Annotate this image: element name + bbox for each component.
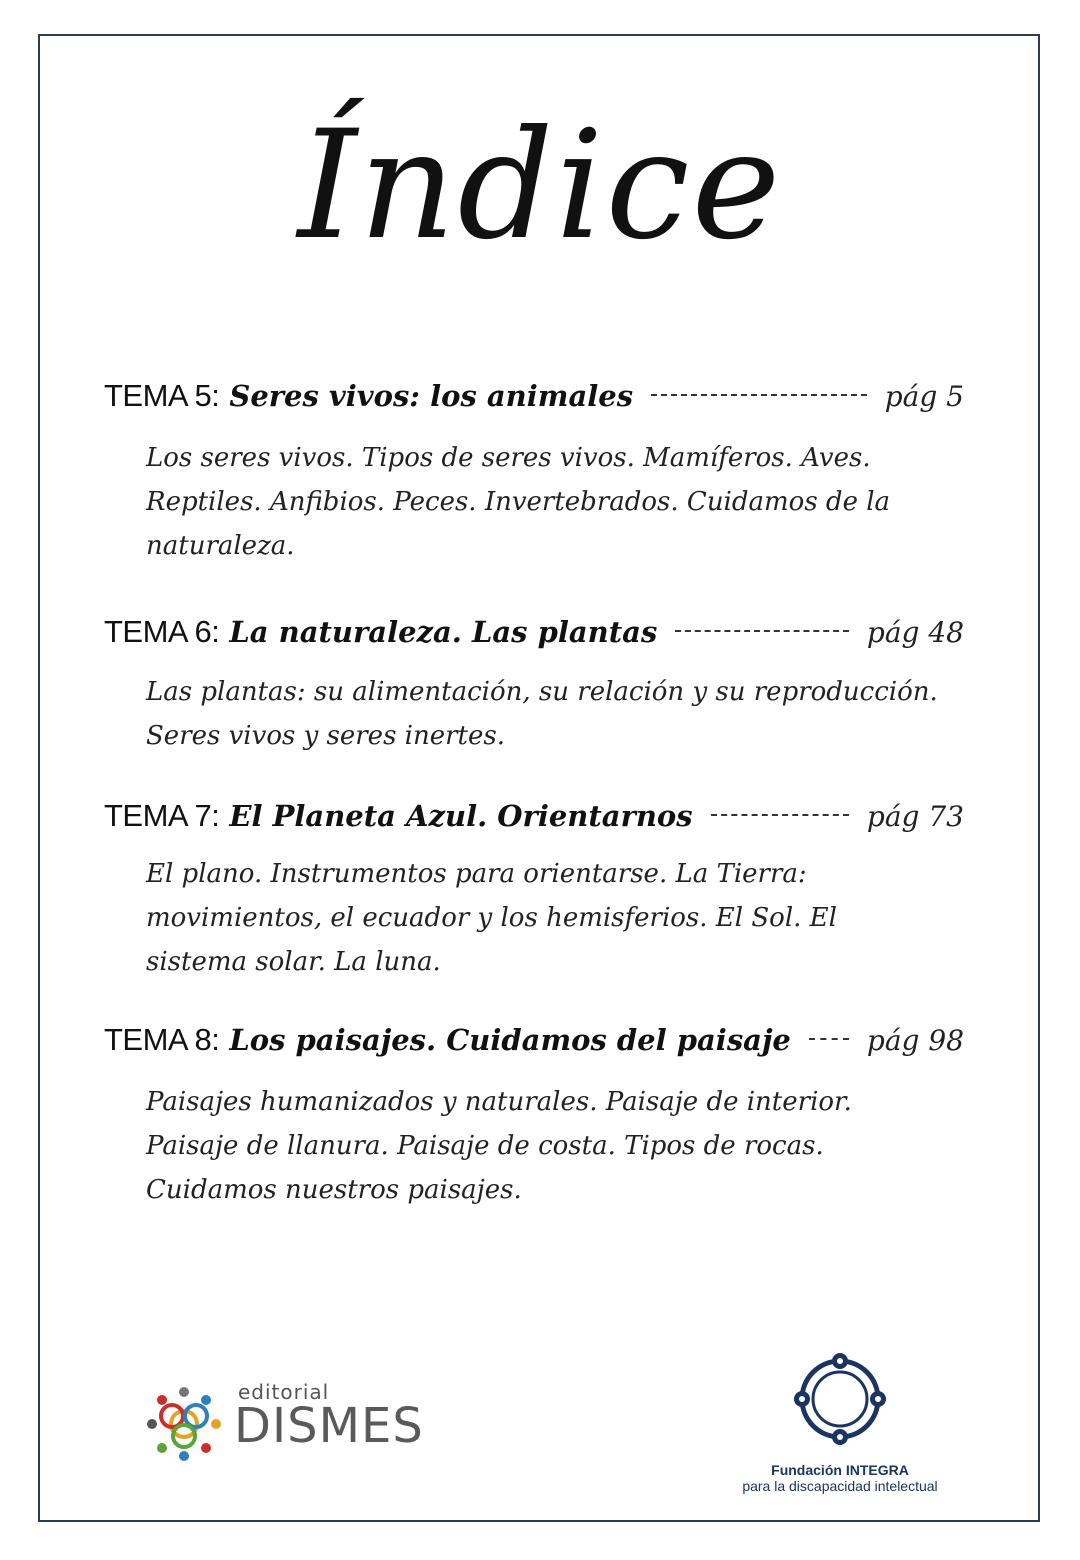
integra-logo bbox=[720, 1344, 960, 1494]
tema-description: Paisajes humanizados y naturales. Paisaje de interior. Paisaje de llanura. Paisaje de costa. Tipos de rocas. Cuidamos nuestros paisajes. bbox=[146, 1087, 852, 1205]
integra-emblem-icon bbox=[785, 1344, 895, 1454]
page-reference: pág 73 bbox=[866, 800, 964, 833]
dot-leader bbox=[809, 1037, 849, 1040]
tema-label: TEMA 5: bbox=[104, 378, 220, 413]
dismes-logo bbox=[146, 1376, 424, 1466]
tema-description: El plano. Instrumentos para orientarse. La Tierra: movimientos, el ecuador y los hemisferios. El Sol. El sistema solar. La luna. bbox=[146, 859, 837, 977]
dismes-subtitle: editorial bbox=[238, 1380, 330, 1404]
dot-leader bbox=[651, 393, 867, 396]
tema-label: TEMA 7: bbox=[104, 798, 220, 833]
tema-description: Los seres vivos. Tipos de seres vivos. Mamíferos. Aves. Reptiles. Anfibios. Peces. Invertebrados. Cuidamos de la naturaleza. bbox=[146, 443, 891, 561]
dismes-emblem-icon bbox=[146, 1386, 222, 1462]
toc-entry-tema-7[interactable] bbox=[104, 798, 964, 842]
tema-label: TEMA 8: bbox=[104, 1022, 220, 1057]
tema-label: TEMA 6: bbox=[104, 614, 220, 649]
integra-tagline: para la discapacidad intelectual bbox=[742, 1478, 938, 1494]
page-reference: pág 5 bbox=[884, 380, 964, 413]
toc-entry-tema-5[interactable] bbox=[104, 378, 964, 422]
toc-entry-tema-6[interactable] bbox=[104, 614, 964, 658]
tema-description: Las plantas: su alimentación, su relación y su reproducción. Seres vivos y seres inertes. bbox=[146, 677, 938, 751]
dismes-wordmark: DISMES bbox=[234, 1398, 424, 1454]
page-title: Índice bbox=[297, 99, 783, 273]
page-reference: pág 48 bbox=[866, 616, 964, 649]
tema-name: Seres vivos: los animales bbox=[229, 379, 634, 413]
toc-entry-tema-8[interactable] bbox=[104, 1022, 964, 1066]
tema-name: Los paisajes. Cuidamos del paisaje bbox=[229, 1023, 791, 1057]
dot-leader bbox=[711, 813, 849, 816]
dot-leader bbox=[675, 629, 849, 632]
integra-name: Fundación INTEGRA bbox=[771, 1462, 909, 1478]
tema-name: La naturaleza. Las plantas bbox=[229, 615, 658, 649]
page-reference: pág 98 bbox=[866, 1024, 964, 1057]
tema-name: El Planeta Azul. Orientarnos bbox=[229, 799, 693, 833]
